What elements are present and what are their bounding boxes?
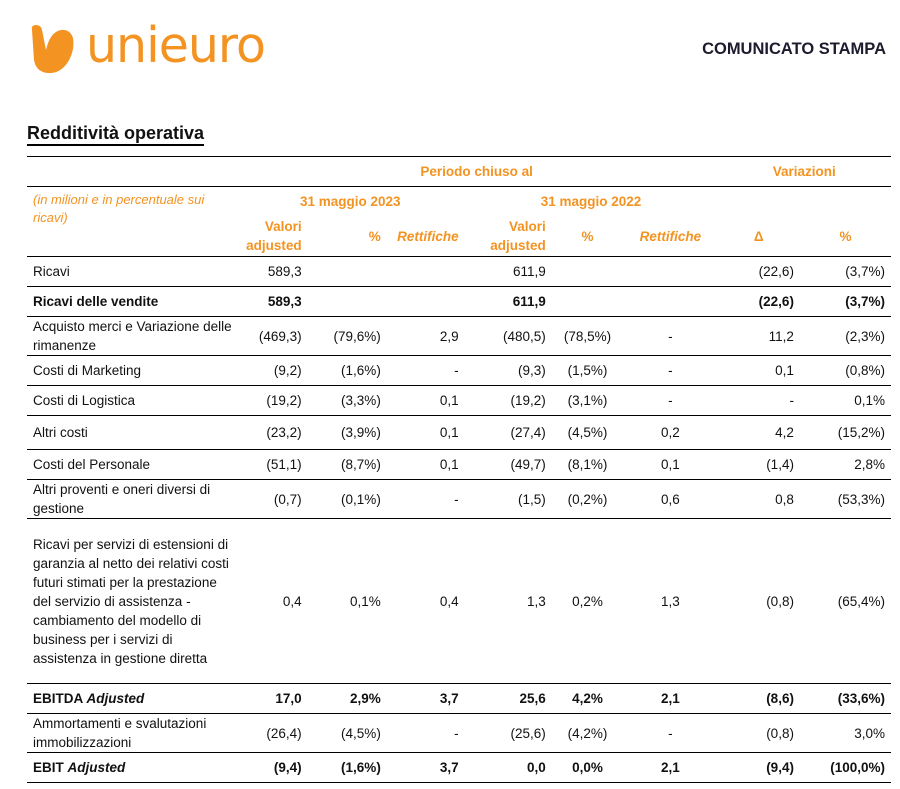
adj-2023: 0,4	[387, 519, 465, 684]
value-2023: (23,2)	[236, 416, 308, 450]
variation-date-spacer	[717, 187, 891, 217]
date-2023-header: 31 maggio 2023	[236, 187, 465, 217]
col-adj-2023: Rettifiche	[397, 228, 459, 244]
pct-2022: (4,2%)	[552, 714, 623, 753]
adj-2023: 2,9	[387, 317, 465, 356]
table-row	[27, 714, 891, 753]
row-label: Costi di Marketing	[27, 356, 236, 386]
delta: 0,8	[717, 480, 800, 519]
pct-2023: (0,1%)	[308, 480, 387, 519]
value-2022: 611,9	[465, 257, 552, 287]
value-2022: 611,9	[465, 287, 552, 317]
adj-2022	[623, 287, 717, 317]
delta: (0,8)	[717, 714, 800, 753]
adj-2022	[623, 257, 717, 287]
value-2022: 1,3	[465, 519, 552, 684]
pct-2022: (8,1%)	[552, 450, 623, 480]
var-pct: (15,2%)	[800, 416, 891, 450]
row-label-main: EBIT	[33, 760, 64, 775]
var-pct: (65,4%)	[800, 519, 891, 684]
col-values-2022: Valori adjusted	[490, 219, 546, 253]
pct-2022	[552, 287, 623, 317]
adj-2022: 2,1	[623, 684, 717, 714]
pct-2022	[552, 257, 623, 287]
delta: 4,2	[717, 416, 800, 450]
value-2022: 25,6	[465, 684, 552, 714]
delta: (1,4)	[717, 450, 800, 480]
value-2023: 589,3	[236, 257, 308, 287]
value-2022: (9,3)	[465, 356, 552, 386]
adj-2023: 3,7	[387, 684, 465, 714]
adj-2022: 0,1	[623, 450, 717, 480]
var-pct: (2,3%)	[800, 317, 891, 356]
col-pct-2023: %	[368, 228, 381, 244]
press-release-label: COMUNICATO STAMPA	[702, 40, 886, 58]
adj-2023: 0,1	[387, 450, 465, 480]
pct-2023: (1,6%)	[308, 753, 387, 783]
pct-2023: (8,7%)	[308, 450, 387, 480]
row-label: Ricavi	[27, 257, 236, 287]
var-pct: (33,6%)	[800, 684, 891, 714]
col-pct-2022: %	[581, 228, 594, 244]
table-row	[27, 450, 891, 480]
table-row	[27, 416, 891, 450]
operating-profitability-table	[27, 156, 891, 783]
adj-2022: 0,6	[623, 480, 717, 519]
period-header: Periodo chiuso al	[236, 157, 718, 187]
delta: 0,1	[717, 356, 800, 386]
pct-2022: 4,2%	[552, 684, 623, 714]
pct-2022: (78,5%)	[552, 317, 623, 356]
table-row	[27, 386, 891, 416]
row-label-adjusted: Adjusted	[67, 760, 126, 775]
adj-2022: -	[623, 714, 717, 753]
pct-2023	[308, 287, 387, 317]
delta: (8,6)	[717, 684, 800, 714]
value-2022: (1,5)	[465, 480, 552, 519]
header-empty-cell	[27, 157, 236, 187]
value-2023: (9,4)	[236, 753, 308, 783]
pct-2023: 2,9%	[308, 684, 387, 714]
adj-2022: -	[623, 356, 717, 386]
value-2022: (480,5)	[465, 317, 552, 356]
value-2022: (49,7)	[465, 450, 552, 480]
adj-2022: 1,3	[623, 519, 717, 684]
adj-2023: -	[387, 356, 465, 386]
pct-2022: 0,2%	[552, 519, 623, 684]
var-pct: (3,7%)	[800, 257, 891, 287]
unieuro-logo-icon	[28, 24, 84, 76]
value-2023: (469,3)	[236, 317, 308, 356]
pct-2022: (1,5%)	[552, 356, 623, 386]
delta: (22,6)	[717, 257, 800, 287]
date-2022-header: 31 maggio 2022	[465, 187, 718, 217]
col-adj-2022: Rettifiche	[639, 228, 702, 244]
value-2022: (27,4)	[465, 416, 552, 450]
value-2023: (26,4)	[236, 714, 308, 753]
delta: (9,4)	[717, 753, 800, 783]
value-2023: (51,1)	[236, 450, 308, 480]
delta: (22,6)	[717, 287, 800, 317]
row-label: Ricavi delle vendite	[27, 287, 236, 317]
pct-2023: 0,1%	[308, 519, 387, 684]
adj-2023: -	[387, 480, 465, 519]
units-note: (in milioni e in percentuale sui ricavi)	[27, 187, 236, 257]
pct-2022: (4,5%)	[552, 416, 623, 450]
row-label: Ammortamenti e svalutazioni immobilizzazioni	[27, 714, 236, 753]
pct-2022: (0,2%)	[552, 480, 623, 519]
table-row	[27, 257, 891, 287]
brand-name: unieuro	[86, 17, 265, 74]
var-pct: (0,8%)	[800, 356, 891, 386]
row-label: Costi di Logistica	[27, 386, 236, 416]
row-label-adjusted: Adjusted	[86, 691, 145, 706]
value-2022: 0,0	[465, 753, 552, 783]
table-row	[27, 480, 891, 519]
table-row	[27, 519, 891, 684]
unieuro-logo	[28, 17, 278, 78]
pct-2023: (79,6%)	[308, 317, 387, 356]
adj-2022: 0,2	[623, 416, 717, 450]
table-row	[27, 317, 891, 356]
value-2023: 17,0	[236, 684, 308, 714]
section-title: Redditività operativa	[27, 123, 204, 146]
pct-2023: (3,9%)	[308, 416, 387, 450]
value-2023: (19,2)	[236, 386, 308, 416]
delta: -	[717, 386, 800, 416]
pct-2023: (4,5%)	[308, 714, 387, 753]
var-pct: 0,1%	[800, 386, 891, 416]
adj-2023: 0,1	[387, 386, 465, 416]
table-row	[27, 684, 891, 714]
adj-2023: 0,1	[387, 416, 465, 450]
pct-2022: (3,1%)	[552, 386, 623, 416]
value-2023: (0,7)	[236, 480, 308, 519]
adj-2022: -	[623, 386, 717, 416]
adj-2023	[387, 287, 465, 317]
var-pct: (53,3%)	[800, 480, 891, 519]
var-pct: 3,0%	[800, 714, 891, 753]
col-delta: Δ	[753, 228, 764, 244]
value-2023: 589,3	[236, 287, 308, 317]
row-label	[27, 684, 236, 714]
row-label: Acquisto merci e Variazione delle rimanenze	[27, 317, 236, 356]
var-pct: 2,8%	[800, 450, 891, 480]
pct-2023: (3,3%)	[308, 386, 387, 416]
adj-2022: 2,1	[623, 753, 717, 783]
adj-2023: 3,7	[387, 753, 465, 783]
row-label-main: EBITDA	[33, 691, 83, 706]
var-pct: (3,7%)	[800, 287, 891, 317]
col-var-pct: %	[839, 228, 852, 244]
value-2022: (19,2)	[465, 386, 552, 416]
value-2023: 0,4	[236, 519, 308, 684]
row-label: Costi del Personale	[27, 450, 236, 480]
table-row	[27, 753, 891, 783]
col-values-2023: Valori adjusted	[246, 219, 302, 253]
row-label: Ricavi per servizi di estensioni di garanzia al netto dei relativi costi futuri stimati per la prestazione del servizio di assistenza - cambiamento del modello di business per i servizi di assistenza in gestione diretta	[27, 519, 236, 684]
table-row	[27, 356, 891, 386]
row-label: Altri proventi e oneri diversi di gestione	[27, 480, 236, 519]
table-row	[27, 287, 891, 317]
pct-2023	[308, 257, 387, 287]
var-pct: (100,0%)	[800, 753, 891, 783]
delta: (0,8)	[717, 519, 800, 684]
adj-2023	[387, 257, 465, 287]
adj-2022: -	[623, 317, 717, 356]
variation-header: Variazioni	[717, 157, 891, 187]
pct-2022: 0,0%	[552, 753, 623, 783]
value-2023: (9,2)	[236, 356, 308, 386]
delta: 11,2	[717, 317, 800, 356]
value-2022: (25,6)	[465, 714, 552, 753]
pct-2023: (1,6%)	[308, 356, 387, 386]
adj-2023: -	[387, 714, 465, 753]
row-label: Altri costi	[27, 416, 236, 450]
row-label	[27, 753, 236, 783]
